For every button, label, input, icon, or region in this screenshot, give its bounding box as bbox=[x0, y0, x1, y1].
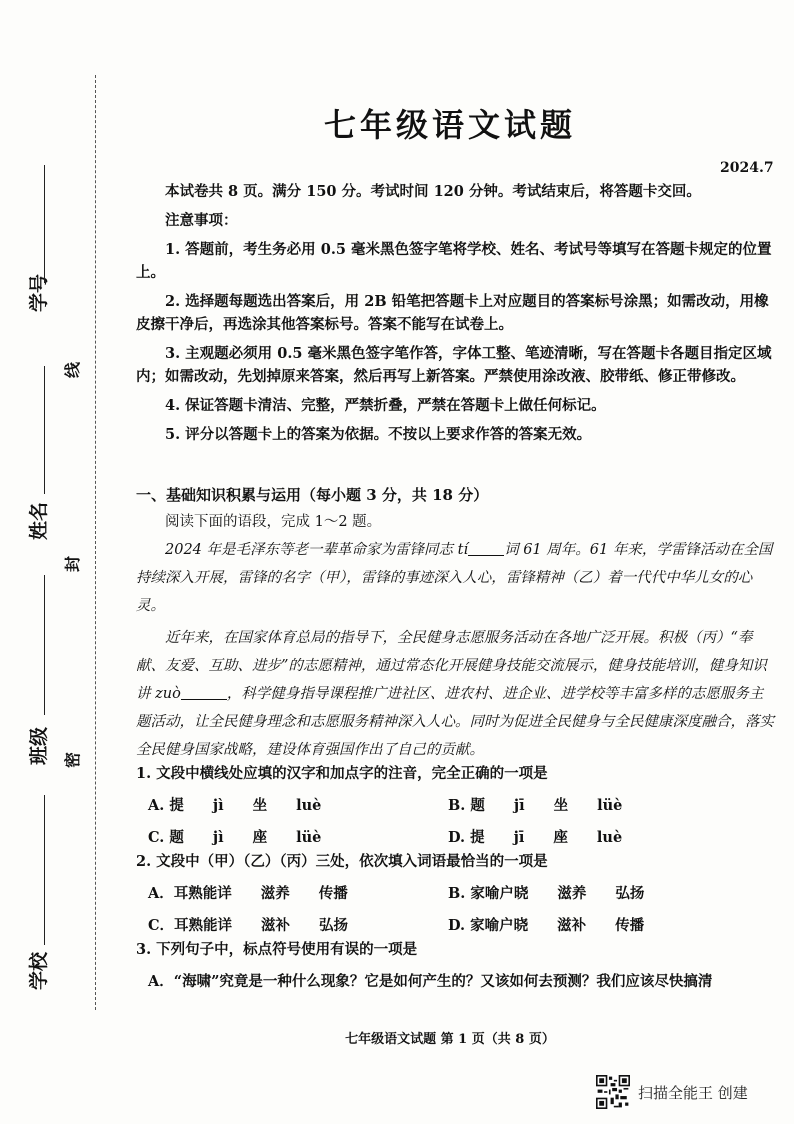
school-field[interactable] bbox=[44, 795, 45, 945]
student-number-label: 学号 bbox=[28, 273, 50, 312]
seal-word-secret: 密 bbox=[63, 751, 82, 768]
question-2 bbox=[136, 850, 776, 946]
option-a: A. 提 jì 坐 luè bbox=[148, 797, 322, 814]
watermark-label: 扫描全能王 创建 bbox=[638, 1083, 748, 1102]
binding-margin bbox=[0, 0, 100, 1124]
note-item: 5. 评分以答题卡上的答案为依据。不按以上要求作答的答案无效。 bbox=[165, 426, 592, 443]
name-label: 姓名 bbox=[28, 501, 50, 540]
class-field[interactable] bbox=[44, 575, 45, 715]
class-label: 班级 bbox=[28, 726, 50, 765]
passage-text: 近年来，在国家体育总局的指导下，全民健身志愿服务活动在各地广泛开展。积极（丙）“奉献、友爱、互助、进步”的志愿精神，通过常态化开展健身技能交流展示，健身技能培训，健身知识讲 zuò bbox=[136, 630, 767, 702]
option-d: D. 家喻户晓 滋补 传播 bbox=[448, 917, 645, 934]
option-c: C．耳熟能详 滋补 弘扬 bbox=[148, 917, 349, 934]
question-stem: 1. 文段中横线处应填的汉字和加点字的注音，完全正确的一项是 bbox=[136, 765, 548, 782]
option-row bbox=[136, 794, 776, 826]
question-3 bbox=[136, 938, 776, 1002]
binding-dashed-line bbox=[95, 75, 96, 1010]
school-label: 学校 bbox=[28, 951, 50, 990]
qr-code-icon bbox=[596, 1075, 630, 1109]
question-1 bbox=[136, 762, 776, 858]
option-d: D. 提 jī 座 luè bbox=[448, 829, 623, 846]
exam-notes bbox=[136, 180, 776, 446]
seal-word-seal: 封 bbox=[63, 555, 82, 572]
option-row bbox=[136, 882, 776, 914]
note-item: 1. 答题前，考生务必用 0.5 毫米黑色签字笔将学校、姓名、考试号等填写在答题卡规定的位置上。 bbox=[136, 241, 772, 281]
passage-text: 词 61 周年。61 年来，学雷锋活动在全国持续深入开展，雷锋的名字（甲），雷锋的事迹深入人心，雷锋精神（乙）着一代代中华儿女的心灵。 bbox=[136, 542, 773, 614]
note-item: 4. 保证答题卡清洁、完整，严禁折叠，严禁在答题卡上做任何标记。 bbox=[165, 397, 606, 414]
student-number-field[interactable] bbox=[44, 165, 45, 283]
option-b: B. 家喻户晓 滋养 弘扬 bbox=[448, 885, 645, 902]
name-field[interactable] bbox=[44, 366, 45, 494]
section-heading: 一、基础知识积累与运用（每小题 3 分，共 18 分） bbox=[136, 486, 489, 504]
passage-text: ，科学健身指导课程推广进社区、进农村、进企业、进学校等丰富多样的志愿服务主题活动，让全民健身理念和志愿服务精神深入人心。同时为促进全民健身与全民健康深度融合，落实全民健身国家战略，建设体育强国作出了自己的贡献。 bbox=[136, 686, 774, 758]
passage-paragraph-1 bbox=[136, 536, 776, 620]
fill-blank bbox=[181, 685, 227, 700]
question-stem: 2. 文段中（甲）（乙）（丙）三处，依次填入词语最恰当的一项是 bbox=[136, 853, 548, 870]
passage-paragraph-2 bbox=[136, 624, 776, 764]
passage-text: 2024 年是毛泽东等老一辈革命家为雷锋同志 tí bbox=[165, 542, 469, 558]
option-b: B. 题 jī 坐 lüè bbox=[448, 797, 623, 814]
option-a: A．耳熟能详 滋养 传播 bbox=[148, 885, 348, 902]
note-item: 3. 主观题必须用 0.5 毫米黑色签字笔作答，字体工整、笔迹清晰，写在答题卡各题目指定区域内；如需改动，先划掉原来答案，然后再写上新答案。严禁使用涂改液、胶带纸、修正带修改。 bbox=[136, 345, 772, 385]
seal-word-line: 线 bbox=[63, 361, 82, 378]
exam-date: 2024.7 bbox=[720, 160, 774, 176]
notes-intro: 本试卷共 8 页。满分 150 分。考试时间 120 分钟。考试结束后，将答题卡交回。 bbox=[165, 183, 701, 200]
option-row bbox=[136, 970, 776, 1002]
fill-blank bbox=[468, 541, 504, 556]
question-stem: 3. 下列句子中，标点符号使用有误的一项是 bbox=[136, 941, 418, 958]
option-a: A．“海啸”究竟是一种什么现象？它是如何产生的？又该如何去预测？我们应该尽快搞清 bbox=[148, 973, 713, 990]
page-footer: 七年级语文试题 第 1 页（共 8 页） bbox=[345, 1032, 555, 1047]
exam-title: 七年级语文试题 bbox=[323, 106, 576, 144]
option-c: C. 题 jì 座 lüè bbox=[148, 829, 322, 846]
notes-heading: 注意事项： bbox=[165, 212, 238, 229]
scanner-watermark bbox=[596, 1072, 748, 1112]
section-1 bbox=[136, 484, 776, 764]
note-item: 2. 选择题每题选出答案后，用 2B 铅笔把答题卡上对应题目的答案标号涂黑；如需改动，用橡皮擦干净后，再选涂其他答案标号。答案不能写在试卷上。 bbox=[136, 293, 769, 333]
reading-instruction: 阅读下面的语段，完成 1～2 题。 bbox=[165, 514, 382, 530]
